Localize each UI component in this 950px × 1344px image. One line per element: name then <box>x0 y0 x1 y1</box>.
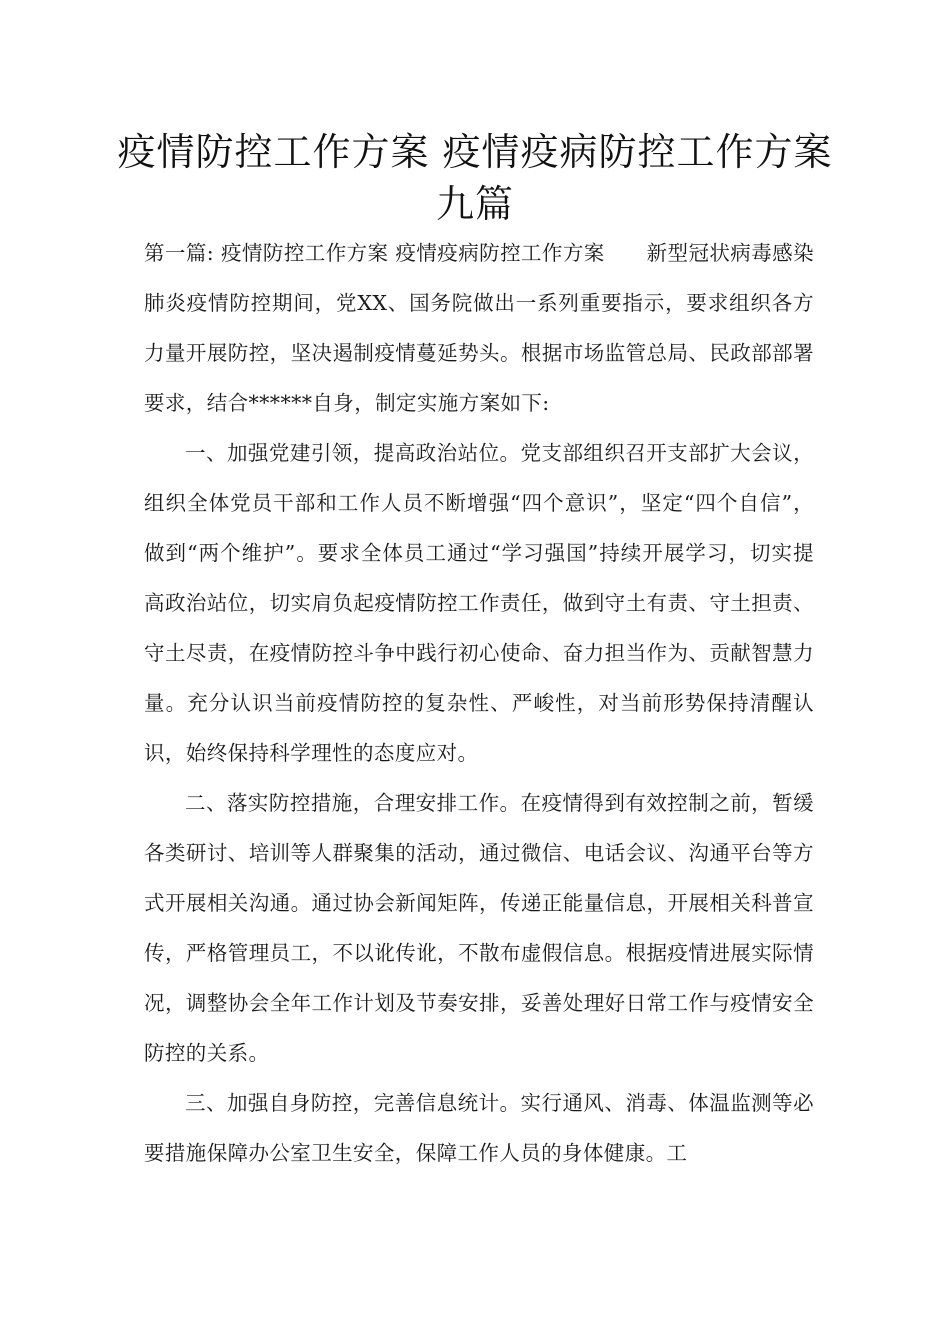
document-body <box>144 228 814 1178</box>
paragraph-intro: 第一篇: 疫情防控工作方案 疫情疫病防控工作方案 新型冠状病毒感染肺炎疫情防控期间，党XX、国务院做出一系列重要指示，要求组织各方力量开展防控，坚决遏制疫情蔓延势头。根据市场监管总局、民政部部署要求，结合******自身，制定实施方案如下: <box>144 241 814 415</box>
paragraph-section-1: 一、加强党建引领，提高政治站位。党支部组织召开支部扩大会议，组织全体党员干部和工作人员不断增强“四个意识”，坚定“四个自信”，做到“两个维护”。要求全体员工通过“学习强国”持续开展学习，切实提高政治站位，切实肩负起疫情防控工作责任，做到守土有责、守土担责、守土尽责，在疫情防控斗争中践行初心使命、奋力担当作为、贡献智慧力量。充分认识当前疫情防控的复杂性、严峻性，对当前形势保持清醒认识，始终保持科学理性的态度应对。 <box>144 441 814 765</box>
document-title: 疫情防控工作方案 疫情疫病防控工作方案九篇 <box>117 130 833 226</box>
paragraph-section-2: 二、落实防控措施，合理安排工作。在疫情得到有效控制之前，暂缓各类研讨、培训等人群聚集的活动，通过微信、电话会议、沟通平台等方式开展相关沟通。通过协会新闻矩阵，传递正能量信息，开展相关科普宣传，严格管理员工，不以讹传讹，不散布虚假信息。根据疫情进展实际情况，调整协会全年工作计划及节奏安排，妥善处理好日常工作与疫情安全防控的关系。 <box>144 791 814 1065</box>
paragraph-section-3: 三、加强自身防控，完善信息统计。实行通风、消毒、体温监测等必要措施保障办公室卫生安全，保障工作人员的身体健康。工 <box>144 1091 814 1165</box>
